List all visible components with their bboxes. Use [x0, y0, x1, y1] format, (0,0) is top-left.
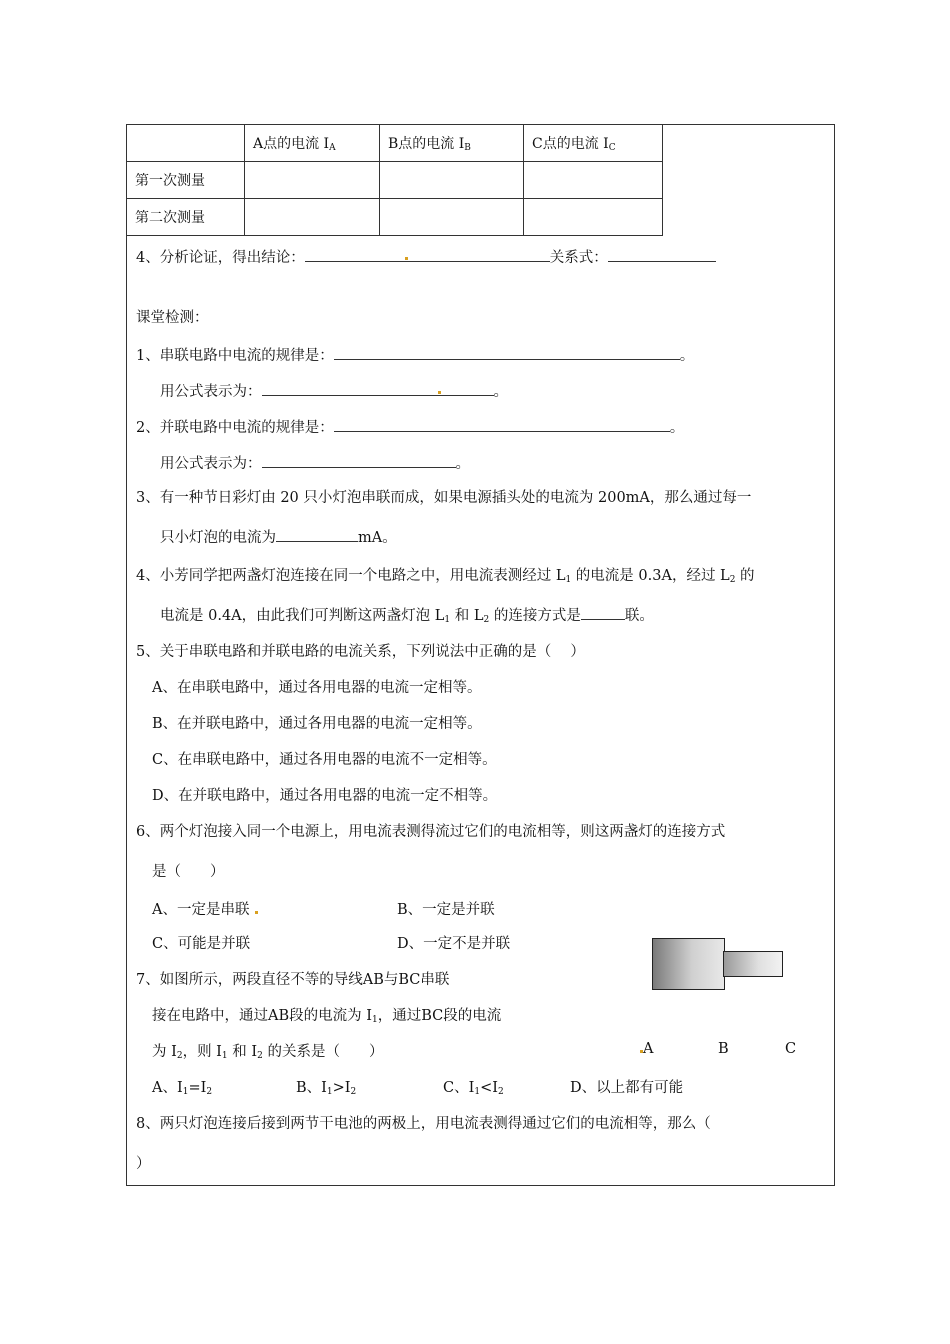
- q6-option-d[interactable]: D、一定不是并联: [397, 936, 511, 952]
- q5-option-c[interactable]: C、在串联电路中，通过各用电器的电流不一定相等。: [152, 752, 497, 768]
- q2-line: 2、并联电路中电流的规律是： 。: [136, 416, 684, 437]
- wire-ab-thick: [652, 938, 725, 990]
- q5-stem: 5、关于串联电路和并联电路的电流关系，下列说法中正确的是（ ）: [136, 644, 585, 660]
- q6-option-a[interactable]: A、一定是串联: [152, 898, 258, 919]
- q7-line3: 为 $I_2$，则 $I_1$ 和 $I_2$ 的关系是（ ）: [152, 1044, 384, 1061]
- q1-blank[interactable]: [334, 345, 680, 360]
- table-row: [127, 199, 663, 236]
- row-label: 第二次测量: [127, 199, 245, 236]
- q4-line2: 电流是 0.4A，由此我们可判断这两盏灯泡 $L_1$ 和 $L_2$ 的连接方式是 联。: [160, 604, 654, 625]
- wire-bc-thin: [723, 951, 783, 977]
- table-cell: [245, 199, 380, 236]
- figure-label-a: A: [640, 1041, 653, 1057]
- table-row: [127, 162, 663, 199]
- q3-line1: 3、有一种节日彩灯由 20 只小灯泡串联而成，如果电源插头处的电流为 200mA，那么通过每一: [136, 490, 752, 506]
- conclusion-blank[interactable]: [305, 247, 550, 262]
- q6-option-b[interactable]: B、一定是并联: [397, 902, 495, 918]
- measurement-table: [126, 124, 663, 236]
- table-corner-cell: [127, 125, 245, 162]
- q1-formula-line: 用公式表示为： 。: [160, 380, 508, 401]
- table-cell: [245, 162, 380, 199]
- table-cell: [380, 162, 524, 199]
- q2-formula-line: 用公式表示为： 。: [160, 452, 470, 473]
- section-title: 课堂检测：: [136, 310, 209, 326]
- q2-formula-blank[interactable]: [262, 453, 456, 468]
- q6-option-c[interactable]: C、可能是并联: [152, 936, 251, 952]
- q1-line: 1、串联电路中电流的规律是： 。: [136, 344, 694, 365]
- q3-line2: 只小灯泡的电流为 mA。: [160, 526, 397, 547]
- table-cell: [380, 199, 524, 236]
- q7-line1: 7、如图所示，两段直径不等的导线AB与BC串联: [136, 972, 450, 988]
- table-cell: [524, 199, 663, 236]
- q3-blank[interactable]: [276, 527, 358, 542]
- q4-line1: 4、小芳同学把两盏灯泡连接在同一个电路之中，用电流表测经过 $L_1$ 的电流是 0.3A，经过 $L_2$ 的: [136, 568, 755, 585]
- figure-label-c: C: [785, 1041, 797, 1057]
- q6-line2: 是（ ）: [152, 864, 225, 880]
- row-label: 第一次测量: [127, 162, 245, 199]
- q7-option-b[interactable]: B、$I_1>I_2$: [296, 1080, 357, 1097]
- table-header-c: C点的电流 $I_C$: [524, 125, 663, 162]
- table-header-a: A点的电流 $I_A$: [245, 125, 380, 162]
- q4-blank[interactable]: [581, 605, 625, 620]
- q7-option-c[interactable]: C、$I_1<I_2$: [443, 1080, 504, 1097]
- q5-option-b[interactable]: B、在并联电路中，通过各用电器的电流一定相等。: [152, 716, 482, 732]
- q5-option-d[interactable]: D、在并联电路中，通过各用电器的电流一定不相等。: [152, 788, 498, 804]
- q8-line1: 8、两只灯泡连接后接到两节干电池的两极上，用电流表测得通过它们的电流相等，那么（: [136, 1116, 711, 1132]
- table-header-row: [127, 125, 663, 162]
- q1-formula-blank[interactable]: [262, 381, 494, 396]
- q2-blank[interactable]: [334, 417, 670, 432]
- q7-line2: 接在电路中，通过AB段的电流为 $I_1$，通过BC段的电流: [152, 1008, 502, 1025]
- step4-line: 4、分析论证，得出结论： 关系式：: [136, 246, 716, 267]
- q6-line1: 6、两个灯泡接入同一个电源上，用电流表测得流过它们的电流相等，则这两盏灯的连接方式: [136, 824, 726, 840]
- table-cell: [524, 162, 663, 199]
- q5-option-a[interactable]: A、在串联电路中，通过各用电器的电流一定相等。: [152, 680, 482, 696]
- q7-option-d[interactable]: D、以上都有可能: [570, 1080, 684, 1096]
- q7-option-a[interactable]: A、$I_1=I_2$: [152, 1080, 213, 1097]
- relation-blank[interactable]: [608, 247, 716, 262]
- figure-label-b: B: [718, 1041, 729, 1057]
- q8-line2: ）: [136, 1156, 151, 1172]
- table-header-b: B点的电流 $I_B$: [380, 125, 524, 162]
